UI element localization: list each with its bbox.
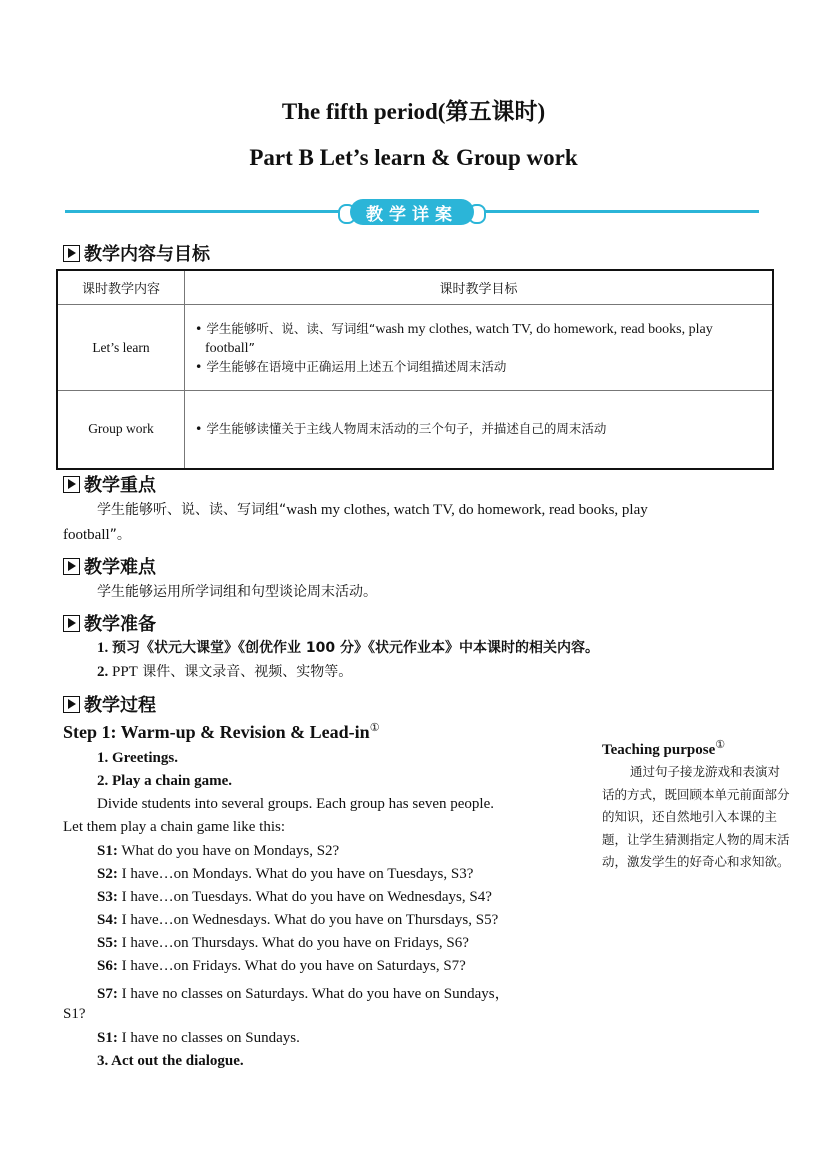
banner-divider-right: [481, 210, 759, 213]
dialogue-line: S1: I have no classes on Sundays.: [97, 1030, 300, 1046]
preparation-item: 1. 预习《状元大课堂》《创优作业 100 分》《状元作业本》中本课时的相关内容。: [97, 640, 599, 656]
section-banner: [338, 199, 486, 225]
table-header-content: 课时教学内容: [57, 270, 185, 305]
table-header-goals: 课时教学目标: [185, 270, 774, 305]
teaching-purpose-body: 通过句子接龙游戏和表演对话的方式，既回顾本单元前面部分的知识，还自然地引入本课的主题，让学生猜测指定人物的周末活动，激发学生的好奇心和求知欲。: [602, 764, 790, 869]
play-triangle-icon: [63, 476, 80, 493]
table-row: [57, 305, 773, 391]
row-content: Let’s learn: [57, 305, 185, 391]
section-heading-preparation: 教学准备: [63, 610, 156, 636]
page-title: The fifth period(第五课时): [281, 99, 546, 124]
section-heading-difficulties: 教学难点: [63, 553, 156, 579]
teaching-purpose-title: Teaching purpose①: [602, 739, 726, 758]
key-points-line1: 学生能够听、说、读、写词组“wash my clothes, watch TV, do homework, read books, play: [97, 502, 648, 518]
step-item: 2. Play a chain game.: [97, 773, 232, 789]
play-triangle-icon: [63, 558, 80, 575]
section-heading-process: 教学过程: [63, 691, 156, 717]
goal-bullet: • 学生能够在语境中正确运用上述五个词组描述周末活动: [195, 358, 507, 374]
dialogue-line: S4: I have…on Wednesdays. What do you have on Thursdays, S5?: [97, 912, 499, 928]
key-points-line2: football”。: [63, 527, 131, 543]
goal-bullet: • 学生能够听、说、读、写词组“wash my clothes, watch TV, do homework, read books, play football”: [195, 320, 713, 356]
play-triangle-icon: [63, 696, 80, 713]
banner-label: 教学详案: [366, 205, 458, 225]
preparation-item: 2. PPT 课件、课文录音、视频、实物等。: [97, 664, 353, 680]
section-heading-key-points: 教学重点: [63, 471, 156, 497]
banner-divider-left: [65, 210, 343, 213]
row-content: Group work: [57, 391, 185, 469]
table-row: [57, 391, 773, 469]
step-item: 1. Greetings.: [97, 750, 178, 766]
dialogue-line: S2: I have…on Mondays. What do you have on Tuesdays, S3?: [97, 866, 474, 882]
dialogue-line: S3: I have…on Tuesdays. What do you have on Wednesdays, S4?: [97, 889, 492, 905]
goal-bullet: • 学生能够读懂关于主线人物周末活动的三个句子，并描述自己的周末活动: [195, 421, 607, 437]
step-item: 3. Act out the dialogue.: [97, 1053, 244, 1069]
dialogue-line: S6: I have…on Fridays. What do you have on Saturdays, S7?: [97, 958, 466, 974]
step1-heading: Step 1: Warm-up & Revision & Lead-in①: [63, 722, 380, 742]
step-intro-line1: Divide students into several groups. Each group has seven people.: [97, 796, 494, 812]
play-triangle-icon: [63, 245, 80, 262]
play-triangle-icon: [63, 615, 80, 632]
dialogue-line: S7: I have no classes on Saturdays. What do you have on Sundays，: [97, 986, 510, 1002]
difficulties-text: 学生能够运用所学词组和句型谈论周末活动。: [97, 584, 377, 600]
goals-table: [56, 269, 774, 470]
dialogue-line: S1: What do you have on Mondays, S2?: [97, 843, 340, 859]
dialogue-line: S5: I have…on Thursdays. What do you have on Fridays, S6?: [97, 935, 469, 951]
page-subtitle: Part B Let’s learn & Group work: [249, 145, 578, 170]
dialogue-line-continued: S1?: [63, 1006, 86, 1022]
section-heading-content-goals: 教学内容与目标: [63, 240, 210, 266]
step-intro-line2: Let them play a chain game like this:: [63, 819, 286, 835]
